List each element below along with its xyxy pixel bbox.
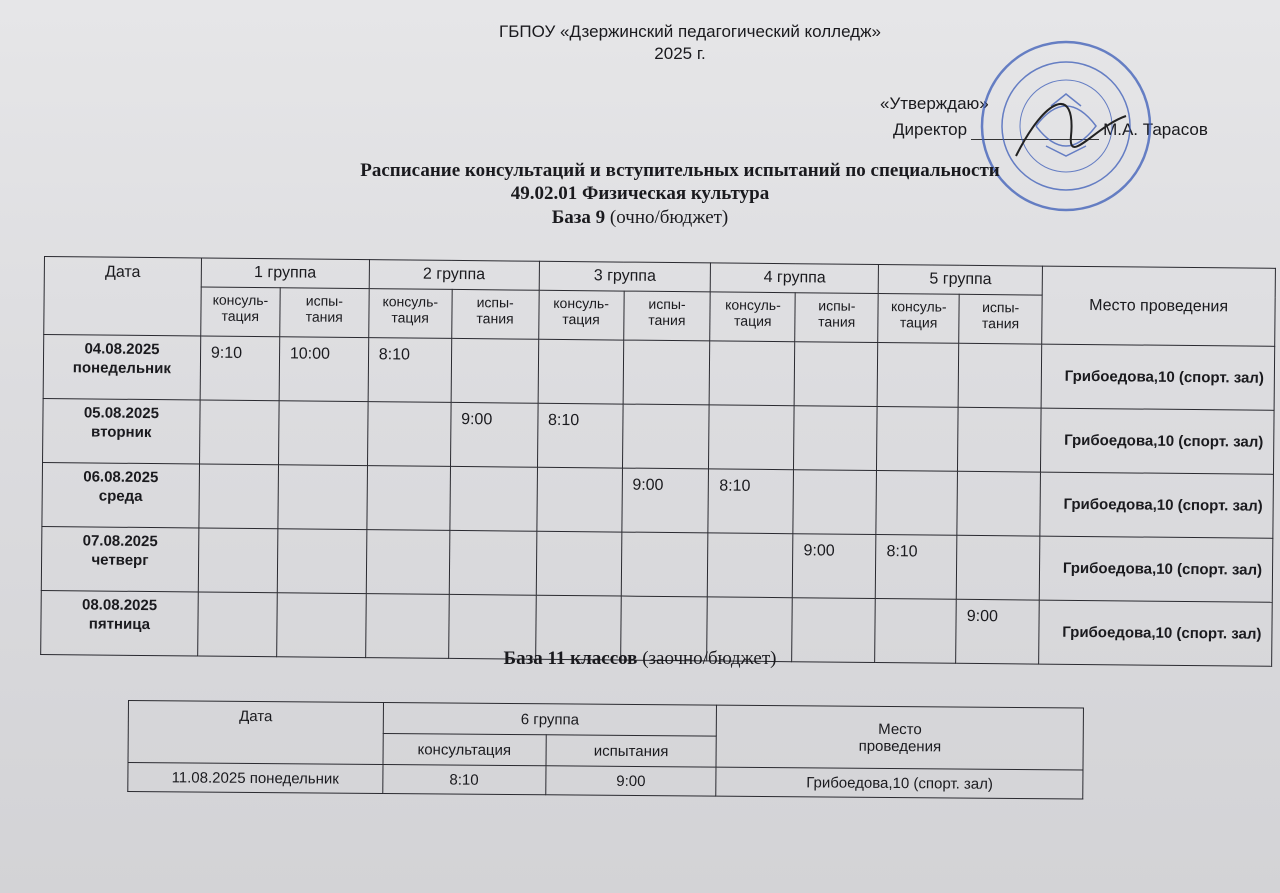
schedule-title: Расписание консультаций и вступительных испытаний по специальности (360, 160, 1000, 181)
consultation-time (198, 528, 278, 593)
weekday-value: среда (98, 487, 143, 505)
place-cell: Грибоедова,10 (спорт. зал) (1041, 344, 1274, 410)
table-row (41, 526, 1273, 602)
table-row (43, 335, 1275, 411)
table-row (42, 462, 1274, 538)
base11-title (0, 648, 1280, 670)
consultation-time: 8:10 (537, 403, 623, 468)
consultation-subheader: консуль- тация (710, 292, 795, 342)
consultation-time: 8:10 (876, 535, 958, 600)
exam-time (451, 338, 539, 403)
exam-time (278, 401, 368, 466)
consultation-time (536, 467, 622, 532)
director-name: М.А. Тарасов (1103, 120, 1208, 139)
consultation-time (199, 464, 279, 529)
date-header: Дата (128, 701, 383, 765)
exam-time: 9:00 (545, 766, 716, 796)
schedule-body (41, 335, 1275, 667)
exam-subheader: испытания (546, 735, 717, 767)
weekday-value: пятница (88, 615, 151, 634)
date-value: 05.08.2025 (83, 404, 160, 423)
exam-time (450, 466, 538, 531)
base9-form: (очно/бюджет) (605, 207, 729, 228)
exam-time (958, 343, 1042, 408)
consultation-time (876, 471, 958, 536)
group-header: 6 группа (383, 703, 717, 737)
table-row (128, 763, 1083, 799)
consultation-time (709, 405, 795, 470)
consultation-time (538, 339, 624, 404)
place-cell: Грибоедова,10 (спорт. зал) (1041, 408, 1274, 474)
exam-time (794, 342, 878, 407)
date-value: 06.08.2025 (83, 468, 159, 487)
exam-subheader: испы- тания (623, 291, 710, 341)
place-header: Место проведения (716, 705, 1083, 770)
consultation-time (536, 531, 622, 596)
weekday-value: вторник (91, 423, 152, 442)
exam-subheader: испы- тания (280, 288, 369, 338)
weekday-value: четверг (91, 551, 149, 570)
consultation-subheader: консультация (383, 734, 546, 766)
group-header: 3 группа (539, 261, 711, 292)
group-header: 4 группа (711, 263, 879, 294)
date-value: 08.08.2025 (81, 596, 158, 615)
date-cell (42, 462, 199, 528)
base11-form: (заочно/бюджет) (637, 648, 777, 669)
document-year: 2025 г. (654, 44, 706, 63)
consultation-time: 8:10 (368, 338, 452, 403)
date-cell (41, 590, 198, 656)
base9-bold: База 9 (551, 207, 606, 228)
consultation-subheader: консуль- тация (538, 290, 623, 340)
exam-time (621, 532, 709, 597)
exam-time (793, 470, 877, 535)
consultation-subheader: консуль- тация (201, 287, 280, 337)
exam-subheader: испы- тания (959, 294, 1042, 344)
group-header: 1 группа (201, 258, 369, 289)
place-header: Место проведения (1042, 266, 1276, 346)
consultation-subheader: консуль- тация (368, 289, 451, 339)
exam-time: 9:00 (793, 534, 877, 599)
date-cell (43, 398, 200, 464)
consultation-time (367, 466, 451, 531)
consultation-time (877, 343, 959, 408)
place-cell: Грибоедова,10 (спорт. зал) (716, 767, 1083, 799)
table-row (43, 398, 1275, 474)
consultation-time: 8:10 (382, 765, 545, 795)
weekday-value: понедельник (72, 359, 171, 378)
schedule-table-base9 (40, 256, 1276, 667)
schedule-table-base11 (127, 700, 1084, 800)
consultation-time (710, 341, 796, 406)
date-header: Дата (44, 257, 202, 337)
exam-time (277, 529, 367, 594)
exam-time (957, 471, 1041, 536)
exam-time: 9:00 (956, 599, 1040, 664)
consultation-time (366, 530, 450, 595)
director-label: Директор (893, 120, 968, 139)
consultation-time: 9:10 (200, 336, 280, 401)
base11-bold: База 11 классов (503, 648, 638, 669)
exam-time: 9:00 (450, 402, 538, 467)
approval-label: «Утверждаю» (880, 94, 989, 113)
exam-time (623, 340, 711, 405)
exam-time (622, 404, 710, 469)
place-cell: Грибоедова,10 (спорт. зал) (1039, 600, 1272, 666)
consultation-time: 8:10 (708, 469, 794, 534)
consultation-time (708, 533, 794, 598)
exam-time (958, 407, 1042, 472)
exam-time (794, 406, 878, 471)
group-header: 5 группа (878, 265, 1042, 296)
place-cell: Грибоедова,10 (спорт. зал) (1040, 472, 1273, 538)
date-cell (41, 526, 198, 592)
consultation-subheader: консуль- тация (878, 294, 959, 344)
date-value: 04.08.2025 (84, 340, 160, 359)
consultation-time (877, 407, 959, 472)
base9-title (0, 207, 1280, 229)
exam-time: 9:00 (621, 468, 709, 533)
exam-subheader: испы- тания (451, 289, 538, 339)
college-name: ГБПОУ «Дзержинский педагогический колледж» (499, 22, 881, 41)
exam-time (449, 530, 537, 595)
date-value: 07.08.2025 (82, 532, 158, 551)
place-cell: Грибоедова,10 (спорт. зал) (1039, 536, 1272, 602)
consultation-time (199, 400, 279, 465)
date-cell (43, 335, 200, 401)
exam-subheader: испы- тания (795, 293, 878, 343)
date-cell: 11.08.2025 понедельник (128, 763, 383, 794)
exam-time: 10:00 (279, 337, 369, 402)
exam-time (278, 465, 368, 530)
consultation-time (367, 402, 451, 467)
group-header: 2 группа (369, 260, 539, 291)
exam-time (956, 535, 1040, 600)
specialty-title: 49.02.01 Физическая культура (510, 183, 770, 204)
